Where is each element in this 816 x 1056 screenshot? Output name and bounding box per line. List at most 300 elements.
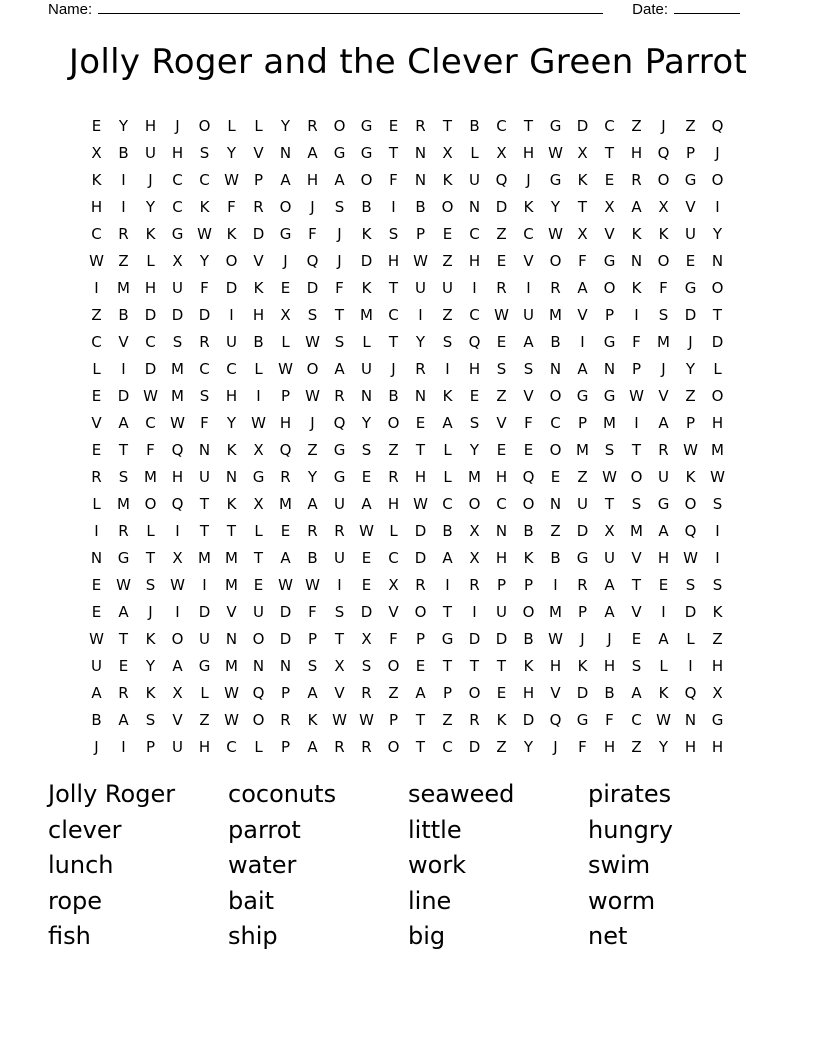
grid-letter[interactable]: U [91, 656, 102, 675]
date-field[interactable] [632, 0, 740, 18]
grid-letter[interactable]: D [360, 602, 373, 621]
grid-letter[interactable]: I [634, 413, 639, 432]
grid-letter[interactable]: G [576, 386, 589, 405]
grid-letter[interactable]: K [307, 710, 318, 729]
grid-letter[interactable]: D [252, 224, 265, 243]
grid-letter[interactable]: Z [442, 710, 453, 729]
grid-letter[interactable]: J [175, 116, 180, 135]
grid-letter[interactable]: K [361, 278, 372, 297]
grid-letter[interactable]: G [333, 467, 346, 486]
grid-letter[interactable]: I [634, 305, 639, 324]
grid-letter[interactable]: G [360, 143, 373, 162]
grid-letter[interactable]: P [685, 413, 696, 432]
grid-letter[interactable]: P [523, 575, 534, 594]
grid-letter[interactable]: J [688, 332, 693, 351]
grid-letter[interactable]: N [252, 656, 265, 675]
grid-letter[interactable]: B [550, 548, 561, 567]
grid-letter[interactable]: K [253, 278, 264, 297]
grid-letter[interactable]: R [388, 467, 399, 486]
grid-letter[interactable]: R [118, 224, 129, 243]
grid-letter[interactable]: Z [442, 305, 453, 324]
grid-letter[interactable]: M [360, 305, 373, 324]
grid-letter[interactable]: U [442, 278, 453, 297]
grid-letter[interactable]: D [414, 521, 427, 540]
grid-letter[interactable]: Y [307, 467, 318, 486]
grid-letter[interactable]: Q [171, 494, 184, 513]
grid-letter[interactable]: M [225, 548, 238, 567]
grid-letter[interactable]: W [116, 575, 131, 594]
grid-letter[interactable]: K [631, 224, 642, 243]
grid-letter[interactable]: H [279, 413, 292, 432]
grid-letter[interactable]: Z [91, 305, 102, 324]
grid-letter[interactable]: H [171, 467, 184, 486]
grid-letter[interactable]: T [442, 602, 453, 621]
grid-letter[interactable]: O [279, 197, 292, 216]
grid-letter[interactable]: K [631, 278, 642, 297]
grid-letter[interactable]: M [657, 332, 670, 351]
grid-letter[interactable]: R [280, 710, 291, 729]
grid-letter[interactable]: J [310, 197, 315, 216]
grid-letter[interactable]: S [388, 224, 399, 243]
grid-letter[interactable]: H [387, 251, 400, 270]
grid-letter[interactable]: L [470, 143, 479, 162]
grid-letter[interactable]: A [631, 197, 642, 216]
grid-letter[interactable]: C [631, 710, 642, 729]
grid-letter[interactable]: C [469, 305, 480, 324]
grid-letter[interactable]: A [442, 548, 453, 567]
grid-letter[interactable]: R [118, 683, 129, 702]
grid-letter[interactable]: B [523, 629, 534, 648]
grid-letter[interactable]: R [361, 683, 372, 702]
grid-letter[interactable]: O [549, 386, 562, 405]
grid-letter[interactable]: V [523, 386, 534, 405]
grid-letter[interactable]: I [580, 332, 585, 351]
grid-letter[interactable]: Z [496, 386, 507, 405]
grid-letter[interactable]: Z [118, 251, 129, 270]
grid-letter[interactable]: W [413, 251, 428, 270]
grid-letter[interactable]: O [549, 251, 562, 270]
grid-letter[interactable]: U [685, 224, 696, 243]
grid-letter[interactable]: B [118, 305, 129, 324]
grid-letter[interactable]: U [604, 548, 615, 567]
grid-letter[interactable]: H [225, 386, 238, 405]
grid-letter[interactable]: G [684, 170, 697, 189]
grid-letter[interactable]: Q [171, 440, 184, 459]
grid-letter[interactable]: T [469, 656, 480, 675]
grid-letter[interactable]: A [361, 494, 372, 513]
grid-letter[interactable]: Y [145, 656, 156, 675]
grid-letter[interactable]: A [280, 548, 291, 567]
grid-letter[interactable]: T [118, 629, 129, 648]
grid-letter[interactable]: J [526, 170, 531, 189]
grid-letter[interactable]: K [226, 494, 237, 513]
grid-letter[interactable]: N [279, 656, 292, 675]
grid-letter[interactable]: Q [279, 440, 292, 459]
grid-letter[interactable]: V [631, 548, 642, 567]
grid-letter[interactable]: D [198, 305, 211, 324]
grid-letter[interactable]: S [496, 359, 507, 378]
grid-letter[interactable]: B [550, 332, 561, 351]
grid-letter[interactable]: W [170, 413, 185, 432]
grid-letter[interactable]: Y [199, 251, 210, 270]
grid-letter[interactable]: D [468, 737, 481, 756]
grid-letter[interactable]: H [711, 413, 724, 432]
grid-letter[interactable]: D [279, 629, 292, 648]
grid-letter[interactable]: C [442, 737, 453, 756]
grid-letter[interactable]: A [604, 602, 615, 621]
grid-letter[interactable]: K [685, 467, 696, 486]
grid-letter[interactable]: W [143, 386, 158, 405]
grid-letter[interactable]: P [415, 629, 426, 648]
grid-letter[interactable]: F [308, 602, 317, 621]
grid-letter[interactable]: C [199, 359, 210, 378]
grid-letter[interactable]: W [359, 521, 374, 540]
grid-letter[interactable]: N [549, 359, 562, 378]
grid-letter[interactable]: C [550, 413, 561, 432]
grid-letter[interactable]: K [523, 548, 534, 567]
grid-letter[interactable]: K [658, 224, 669, 243]
grid-letter[interactable]: F [335, 278, 344, 297]
grid-letter[interactable]: H [522, 683, 535, 702]
grid-letter[interactable]: M [117, 278, 130, 297]
grid-letter[interactable]: R [199, 332, 210, 351]
grid-letter[interactable]: W [629, 386, 644, 405]
grid-letter[interactable]: S [712, 575, 723, 594]
grid-letter[interactable]: I [121, 170, 126, 189]
grid-letter[interactable]: E [91, 116, 102, 135]
grid-letter[interactable]: D [495, 197, 508, 216]
grid-letter[interactable]: T [577, 197, 588, 216]
grid-letter[interactable]: A [118, 413, 129, 432]
grid-letter[interactable]: P [307, 629, 318, 648]
grid-letter[interactable]: V [226, 602, 237, 621]
grid-letter[interactable]: O [711, 278, 724, 297]
grid-letter[interactable]: E [442, 224, 453, 243]
grid-letter[interactable]: I [391, 197, 396, 216]
grid-letter[interactable]: H [630, 143, 643, 162]
grid-letter[interactable]: R [307, 116, 318, 135]
grid-letter[interactable]: V [118, 332, 129, 351]
grid-letter[interactable]: X [172, 251, 183, 270]
grid-letter[interactable]: X [91, 143, 102, 162]
grid-letter[interactable]: O [387, 656, 400, 675]
grid-letter[interactable]: G [198, 656, 211, 675]
grid-letter[interactable]: Z [631, 737, 642, 756]
grid-letter[interactable]: F [389, 629, 398, 648]
grid-letter[interactable]: M [279, 494, 292, 513]
grid-letter[interactable]: R [253, 197, 264, 216]
grid-letter[interactable]: N [468, 197, 481, 216]
grid-letter[interactable]: M [225, 575, 238, 594]
grid-letter[interactable]: K [226, 440, 237, 459]
grid-letter[interactable]: Q [522, 467, 535, 486]
grid-letter[interactable]: O [441, 197, 454, 216]
grid-letter[interactable]: Z [577, 467, 588, 486]
grid-letter[interactable]: G [711, 710, 724, 729]
grid-letter[interactable]: Q [306, 251, 319, 270]
grid-letter[interactable]: D [117, 386, 130, 405]
grid-letter[interactable]: U [658, 467, 669, 486]
grid-letter[interactable]: M [198, 548, 211, 567]
grid-letter[interactable]: K [577, 170, 588, 189]
grid-letter[interactable]: U [172, 737, 183, 756]
grid-letter[interactable]: K [91, 170, 102, 189]
grid-letter[interactable]: R [361, 737, 372, 756]
grid-letter[interactable]: P [253, 170, 264, 189]
grid-letter[interactable]: I [202, 575, 207, 594]
grid-letter[interactable]: B [253, 332, 264, 351]
grid-letter[interactable]: I [688, 656, 693, 675]
grid-letter[interactable]: N [549, 494, 562, 513]
grid-letter[interactable]: J [607, 629, 612, 648]
grid-letter[interactable]: V [496, 413, 507, 432]
grid-letter[interactable]: F [578, 737, 587, 756]
grid-letter[interactable]: E [361, 467, 372, 486]
grid-letter[interactable]: W [548, 224, 563, 243]
grid-letter[interactable]: E [496, 251, 507, 270]
grid-letter[interactable]: V [685, 197, 696, 216]
grid-letter[interactable]: W [89, 629, 104, 648]
grid-letter[interactable]: A [631, 683, 642, 702]
grid-letter[interactable]: Q [252, 683, 265, 702]
grid-letter[interactable]: P [496, 575, 507, 594]
grid-letter[interactable]: B [388, 386, 399, 405]
grid-letter[interactable]: V [577, 305, 588, 324]
grid-letter[interactable]: S [712, 494, 723, 513]
grid-letter[interactable]: H [90, 197, 103, 216]
grid-letter[interactable]: P [280, 386, 291, 405]
grid-letter[interactable]: R [91, 467, 102, 486]
grid-letter[interactable]: V [604, 224, 615, 243]
grid-letter[interactable]: C [226, 737, 237, 756]
grid-letter[interactable]: V [334, 683, 345, 702]
grid-letter[interactable]: R [280, 467, 291, 486]
grid-letter[interactable]: G [333, 440, 346, 459]
grid-letter[interactable]: H [684, 737, 697, 756]
grid-letter[interactable]: H [144, 278, 157, 297]
grid-letter[interactable]: S [145, 710, 156, 729]
grid-letter[interactable]: E [631, 629, 642, 648]
grid-letter[interactable]: G [252, 467, 265, 486]
grid-letter[interactable]: O [387, 413, 400, 432]
grid-letter[interactable]: R [334, 521, 345, 540]
grid-letter[interactable]: W [170, 575, 185, 594]
grid-letter[interactable]: U [172, 278, 183, 297]
grid-letter[interactable]: Z [388, 440, 399, 459]
grid-letter[interactable]: U [415, 278, 426, 297]
grid-letter[interactable]: T [334, 305, 345, 324]
grid-letter[interactable]: H [711, 656, 724, 675]
grid-letter[interactable]: C [604, 116, 615, 135]
grid-letter[interactable]: A [442, 413, 453, 432]
grid-letter[interactable]: D [576, 521, 589, 540]
grid-letter[interactable]: V [658, 386, 669, 405]
grid-letter[interactable]: W [251, 413, 266, 432]
grid-letter[interactable]: R [415, 116, 426, 135]
grid-letter[interactable]: H [144, 116, 157, 135]
grid-letter[interactable]: N [225, 467, 238, 486]
grid-letter[interactable]: A [172, 656, 183, 675]
date-blank-line[interactable] [674, 0, 740, 14]
grid-letter[interactable]: C [388, 548, 399, 567]
grid-letter[interactable]: T [631, 575, 642, 594]
grid-letter[interactable]: M [576, 440, 589, 459]
grid-letter[interactable]: Z [307, 440, 318, 459]
grid-letter[interactable]: X [280, 305, 291, 324]
grid-letter[interactable]: D [684, 602, 697, 621]
grid-letter[interactable]: Q [684, 521, 697, 540]
grid-letter[interactable]: V [388, 602, 399, 621]
grid-letter[interactable]: S [307, 656, 318, 675]
grid-letter[interactable]: C [145, 332, 156, 351]
grid-letter[interactable]: G [117, 548, 130, 567]
grid-letter[interactable]: U [577, 494, 588, 513]
grid-letter[interactable]: F [200, 278, 209, 297]
grid-letter[interactable]: H [468, 359, 481, 378]
grid-letter[interactable]: S [118, 467, 129, 486]
grid-letter[interactable]: X [388, 575, 399, 594]
grid-letter[interactable]: O [387, 737, 400, 756]
grid-letter[interactable]: E [496, 683, 507, 702]
grid-letter[interactable]: N [711, 251, 724, 270]
grid-letter[interactable]: L [281, 332, 290, 351]
grid-letter[interactable]: L [443, 467, 452, 486]
grid-letter[interactable]: A [307, 143, 318, 162]
grid-letter[interactable]: D [711, 332, 724, 351]
grid-letter[interactable]: X [712, 683, 723, 702]
grid-letter[interactable]: H [495, 467, 508, 486]
grid-letter[interactable]: I [256, 386, 261, 405]
grid-letter[interactable]: J [148, 602, 153, 621]
grid-letter[interactable]: Z [631, 116, 642, 135]
grid-letter[interactable]: T [415, 737, 426, 756]
grid-letter[interactable]: S [199, 386, 210, 405]
grid-letter[interactable]: L [362, 332, 371, 351]
grid-letter[interactable]: C [91, 224, 102, 243]
grid-letter[interactable]: H [603, 737, 616, 756]
grid-letter[interactable]: K [442, 386, 453, 405]
grid-letter[interactable]: U [496, 602, 507, 621]
grid-letter[interactable]: E [280, 521, 291, 540]
grid-letter[interactable]: I [121, 737, 126, 756]
grid-letter[interactable]: D [522, 710, 535, 729]
grid-letter[interactable]: D [576, 116, 589, 135]
grid-letter[interactable]: E [685, 251, 696, 270]
grid-letter[interactable]: G [279, 224, 292, 243]
grid-letter[interactable]: E [388, 116, 399, 135]
grid-letter[interactable]: C [91, 332, 102, 351]
grid-letter[interactable]: Y [118, 116, 129, 135]
grid-letter[interactable]: P [577, 413, 588, 432]
grid-letter[interactable]: W [224, 710, 239, 729]
grid-letter[interactable]: P [280, 737, 291, 756]
grid-letter[interactable]: T [388, 278, 399, 297]
grid-letter[interactable]: T [604, 143, 615, 162]
grid-letter[interactable]: R [469, 710, 480, 729]
grid-letter[interactable]: H [468, 251, 481, 270]
grid-letter[interactable]: R [631, 170, 642, 189]
grid-letter[interactable]: M [549, 602, 562, 621]
grid-letter[interactable]: K [577, 656, 588, 675]
grid-letter[interactable]: T [604, 494, 615, 513]
grid-letter[interactable]: W [89, 251, 104, 270]
grid-letter[interactable]: Y [712, 224, 723, 243]
grid-letter[interactable]: J [148, 170, 153, 189]
grid-letter[interactable]: C [442, 494, 453, 513]
grid-letter[interactable]: B [523, 521, 534, 540]
grid-letter[interactable]: J [283, 251, 288, 270]
grid-letter[interactable]: S [523, 359, 534, 378]
grid-letter[interactable]: D [144, 305, 157, 324]
grid-letter[interactable]: I [229, 305, 234, 324]
grid-letter[interactable]: T [415, 440, 426, 459]
grid-letter[interactable]: M [711, 440, 724, 459]
grid-letter[interactable]: N [603, 359, 616, 378]
grid-letter[interactable]: Y [361, 413, 372, 432]
grid-letter[interactable]: Y [145, 197, 156, 216]
grid-letter[interactable]: J [553, 737, 558, 756]
grid-letter[interactable]: Y [226, 413, 237, 432]
grid-letter[interactable]: M [630, 521, 643, 540]
grid-letter[interactable]: Y [280, 116, 291, 135]
grid-letter[interactable]: T [253, 548, 264, 567]
grid-letter[interactable]: K [226, 224, 237, 243]
grid-letter[interactable]: X [361, 629, 372, 648]
grid-letter[interactable]: U [334, 494, 345, 513]
grid-letter[interactable]: L [686, 629, 695, 648]
grid-letter[interactable]: Z [442, 251, 453, 270]
grid-letter[interactable]: S [604, 440, 615, 459]
grid-letter[interactable]: E [496, 332, 507, 351]
grid-letter[interactable]: V [253, 251, 264, 270]
grid-letter[interactable]: R [307, 521, 318, 540]
grid-letter[interactable]: D [495, 629, 508, 648]
grid-letter[interactable]: I [661, 602, 666, 621]
grid-letter[interactable]: X [604, 521, 615, 540]
grid-letter[interactable]: R [334, 386, 345, 405]
grid-letter[interactable]: U [523, 305, 534, 324]
grid-letter[interactable]: T [442, 656, 453, 675]
grid-letter[interactable]: R [658, 440, 669, 459]
grid-letter[interactable]: K [496, 710, 507, 729]
grid-letter[interactable]: T [145, 548, 156, 567]
grid-letter[interactable]: P [604, 305, 615, 324]
grid-letter[interactable]: O [198, 116, 211, 135]
grid-letter[interactable]: S [145, 575, 156, 594]
grid-letter[interactable]: S [469, 413, 480, 432]
grid-letter[interactable]: B [604, 683, 615, 702]
grid-letter[interactable]: I [472, 602, 477, 621]
name-blank-line[interactable] [98, 0, 603, 14]
grid-letter[interactable]: W [224, 170, 239, 189]
grid-letter[interactable]: X [442, 143, 453, 162]
grid-letter[interactable]: A [415, 683, 426, 702]
grid-letter[interactable]: I [472, 278, 477, 297]
grid-letter[interactable]: S [172, 332, 183, 351]
grid-letter[interactable]: Q [657, 143, 670, 162]
grid-letter[interactable]: W [548, 629, 563, 648]
grid-letter[interactable]: T [496, 656, 507, 675]
grid-letter[interactable]: O [468, 683, 481, 702]
grid-letter[interactable]: X [253, 440, 264, 459]
grid-letter[interactable]: X [334, 656, 345, 675]
grid-letter[interactable]: W [494, 305, 509, 324]
grid-letter[interactable]: C [388, 305, 399, 324]
grid-letter[interactable]: P [280, 683, 291, 702]
grid-letter[interactable]: W [413, 494, 428, 513]
grid-letter[interactable]: D [225, 278, 238, 297]
grid-letter[interactable]: C [226, 359, 237, 378]
